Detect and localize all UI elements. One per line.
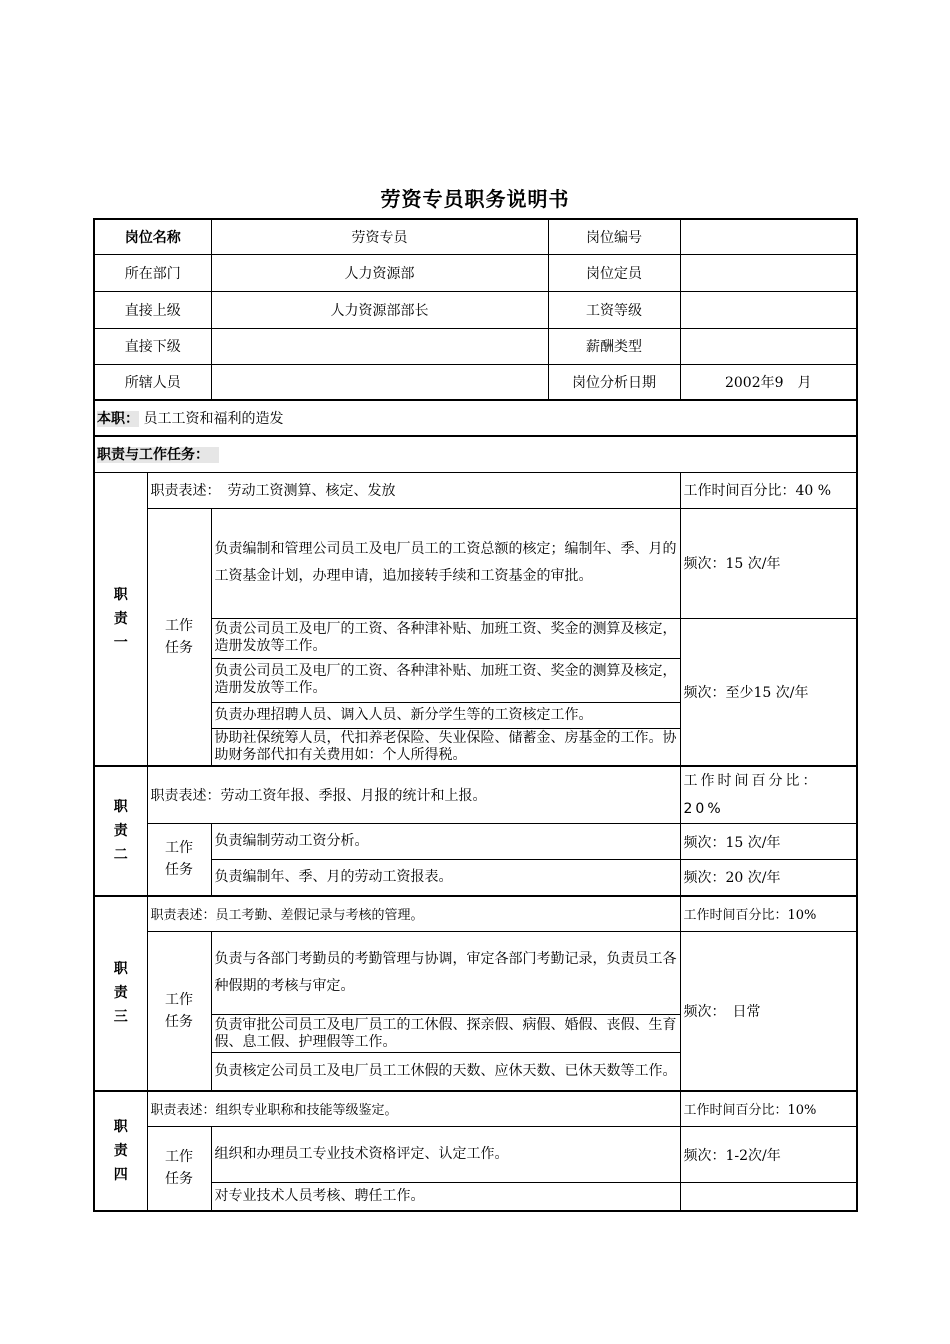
task-row [94,932,857,1015]
task-label: 工作 任务 [147,1127,211,1211]
label-salary-grade: 工资等级 [548,291,680,328]
duty-1-freq-2: 频次：至少15 次/年 [680,618,857,766]
label-pay-type: 薪酬类型 [548,328,680,364]
duty-4-freq-2 [680,1183,857,1211]
duty-1-label: 职 责 一 [94,472,147,766]
duty-1-task-2: 负责公司员工及电厂的工资、各种津补贴、加班工资、奖金的测算及核定，造册发放等工作。 [211,618,680,658]
core-duty-text: 员工工资和福利的造发 [143,411,284,427]
duty-1-freq-1: 频次：15 次/年 [680,508,857,618]
duty-3-freq-1: 频次： 日常 [680,932,857,1091]
value-staff [211,364,548,400]
value-pay-type [680,328,857,364]
duty-2-pct: 工作时间百分比：20% [680,766,857,824]
duty-1-task-5: 协助社保统筹人员，代扣养老保险、失业保险、储蓄金、房基金的工作。协助财务部代扣有关费用如：个人所得税。 [211,728,680,766]
task-row [94,508,857,618]
header-row [94,254,857,291]
header-row [94,219,857,254]
header-row [94,364,857,400]
duty-3-task-2: 负责审批公司员工及电厂员工的工休假、探亲假、病假、婚假、丧假、生育假、息工假、护理假等工作。 [211,1015,680,1053]
value-headcount [680,254,857,291]
duty-4-task-1: 组织和办理员工专业技术资格评定、认定工作。 [211,1127,680,1183]
duty-2-freq-1: 频次：15 次/年 [680,824,857,860]
duty-1-task-4: 负责办理招聘人员、调入人员、新分学生等的工资核定工作。 [211,702,680,728]
task-label: 工作 任务 [147,508,211,766]
duty-4-pct: 工作时间百分比：10% [680,1091,857,1127]
value-position-code [680,219,857,254]
duty-2-freq-2: 频次：20 次/年 [680,860,857,896]
task-row [94,824,857,860]
duty-4-desc: 职责表述：组织专业职称和技能等级鉴定。 [147,1091,680,1127]
value-salary-grade [680,291,857,328]
core-duty-label: 本职： [97,411,139,427]
duty-2-desc: 职责表述：劳动工资年报、季报、月报的统计和上报。 [147,766,680,824]
duty-2-task-2: 负责编制年、季、月的劳动工资报表。 [211,860,680,896]
label-analysis-date: 岗位分析日期 [548,364,680,400]
duties-heading-row [94,436,857,472]
header-row [94,328,857,364]
task-label: 工作 任务 [147,824,211,896]
duty-3-task-3: 负责核定公司员工及电厂员工工休假的天数、应休天数、已休天数等工作。 [211,1053,680,1091]
label-department: 所在部门 [94,254,211,291]
duty-3-desc-row [94,896,857,932]
duty-3-task-1: 负责与各部门考勤员的考勤管理与协调，审定各部门考勤记录，负责员工各种假期的考核与审定。 [211,932,680,1015]
duty-4-desc-row [94,1091,857,1127]
job-description-table [93,218,858,1212]
duty-1-pct: 工作时间百分比：40 % [680,472,857,508]
task-label: 工作 任务 [147,932,211,1091]
document-title: 劳资专员职务说明书 [380,187,570,211]
duty-2-task-1: 负责编制劳动工资分析。 [211,824,680,860]
value-department: 人力资源部 [211,254,548,291]
task-row [94,1127,857,1183]
duty-4-task-2: 对专业技术人员考核、聘任工作。 [211,1183,680,1211]
duty-3-pct: 工作时间百分比：10% [680,896,857,932]
duty-1-task-1: 负责编制和管理公司员工及电厂员工的工资总额的核定；编制年、季、月的工资基金计划，办理申请，追加接转手续和工资基金的审批。 [211,508,680,618]
duty-1-task-3: 负责公司员工及电厂的工资、各种津补贴、加班工资、奖金的测算及核定，造册发放等工作。 [211,658,680,702]
label-position-code: 岗位编号 [548,219,680,254]
label-position-name: 岗位名称 [94,219,211,254]
value-subordinates [211,328,548,364]
duty-3-desc: 职责表述：员工考勤、差假记录与考核的管理。 [147,896,680,932]
core-duty-row [94,400,857,436]
duty-3-label: 职 责 三 [94,896,147,1091]
duty-1-desc: 职责表述： 劳动工资测算、核定、发放 [147,472,680,508]
value-supervisor: 人力资源部部长 [211,291,548,328]
duties-heading: 职责与工作任务： [97,447,209,464]
header-row [94,291,857,328]
label-supervisor: 直接上级 [94,291,211,328]
value-position-name: 劳资专员 [211,219,548,254]
duty-1-desc-row [94,472,857,508]
duty-4-label: 职 责 四 [94,1091,147,1211]
duty-4-freq-1: 频次：1-2次/年 [680,1127,857,1183]
value-analysis-date: 2002年9 月 [680,364,857,400]
label-headcount: 岗位定员 [548,254,680,291]
label-staff: 所辖人员 [94,364,211,400]
duty-2-label: 职 责 二 [94,766,147,896]
duty-2-desc-row [94,766,857,824]
label-subordinates: 直接下级 [94,328,211,364]
